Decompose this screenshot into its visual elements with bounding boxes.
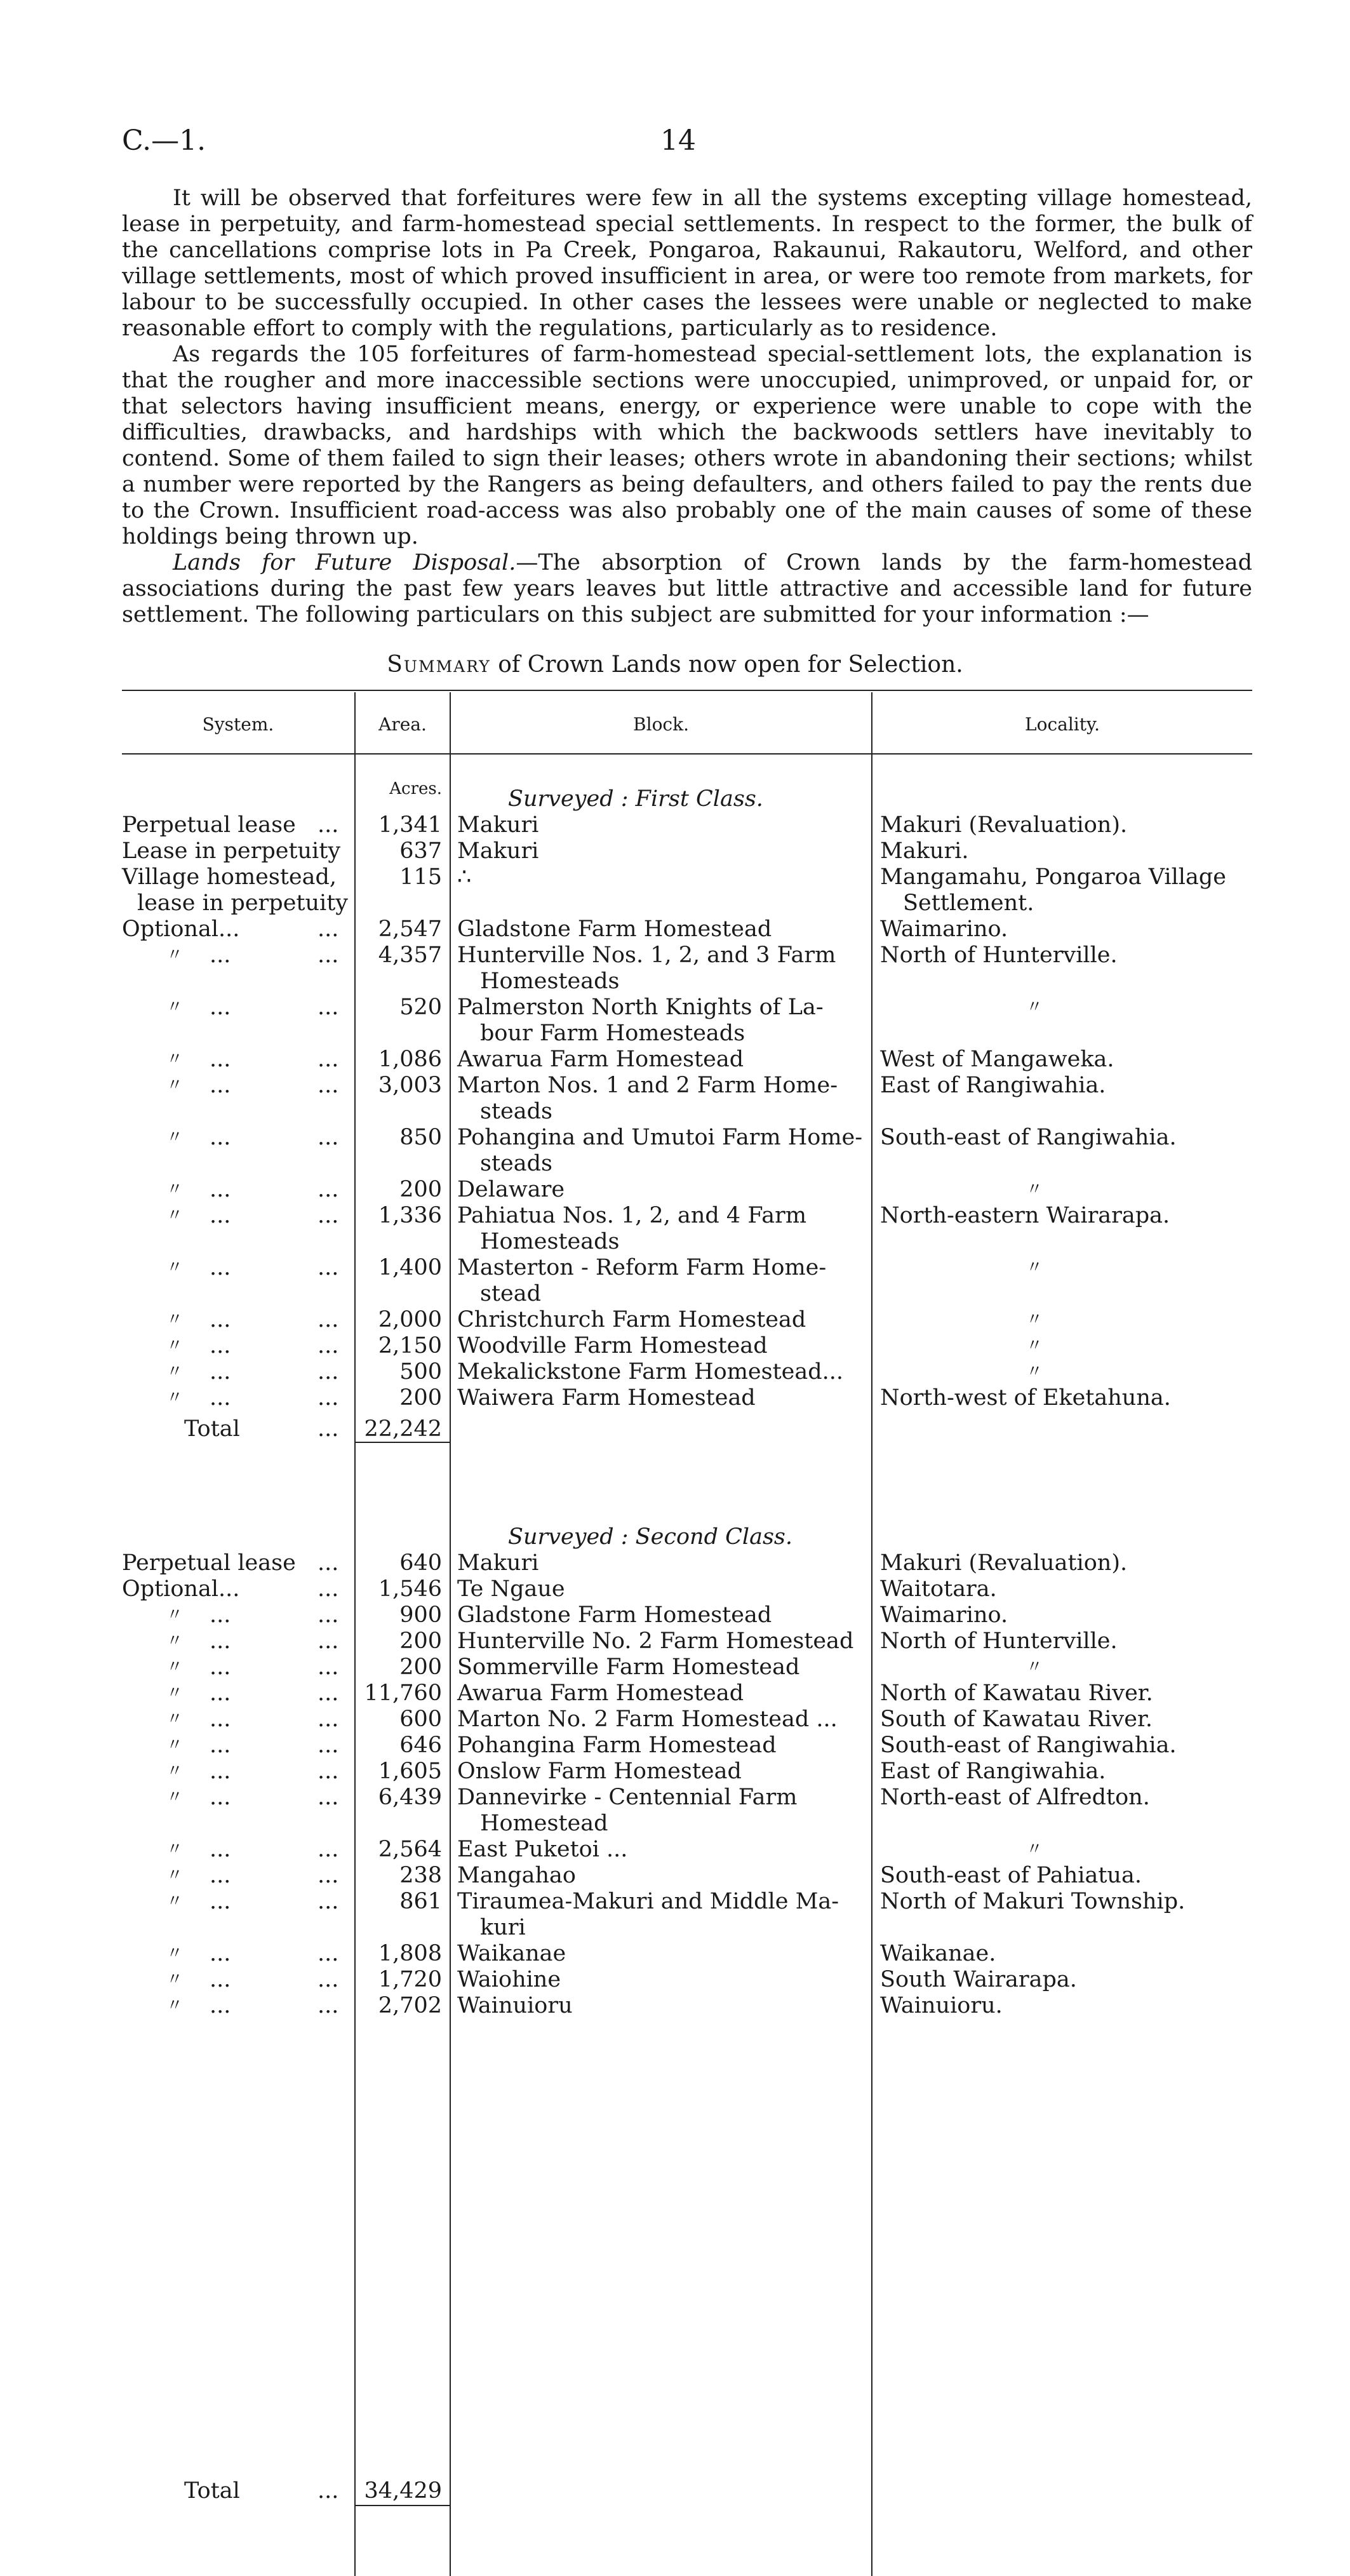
locality-cell: North-east of Alfredton. <box>880 1785 1150 1810</box>
block-cell: Marton No. 2 Farm Homestead ... <box>457 1707 838 1732</box>
ditto-mark: 〃 <box>1026 1180 1043 1199</box>
block-cell: Te Ngaue <box>457 1576 565 1602</box>
locality-cell: Mangamahu, Pongaroa Village <box>880 864 1226 890</box>
ditto-mark: 〃 <box>1026 998 1043 1017</box>
total-value: 22,242 <box>364 1416 442 1442</box>
locality-cell: South Wairarapa. <box>880 1967 1077 1992</box>
leader-dots: ... <box>210 1307 231 1332</box>
leader-dots: ... <box>210 1967 231 1992</box>
block-cell: Pohangina and Umutoi Farm Home- <box>457 1125 863 1150</box>
leader-dots: ... <box>317 1416 339 1442</box>
total-label: Total <box>184 2478 240 2504</box>
leader-dots: ... <box>317 1333 339 1358</box>
area-cell: 1,336 <box>378 1203 442 1228</box>
locality-cell: Waimarino. <box>880 916 1008 942</box>
ditto-mark: 〃 <box>1026 1336 1043 1355</box>
ditto-mark: 〃 <box>166 1788 184 1807</box>
ditto-mark: 〃 <box>166 1970 184 1989</box>
block-cell: Sommerville Farm Homestead <box>457 1654 800 1680</box>
area-cell: 200 <box>399 1628 442 1654</box>
leader-dots: ... <box>210 1863 231 1888</box>
leader-dots: ... <box>317 1255 339 1280</box>
ditto-mark: 〃 <box>166 998 184 1017</box>
header-bottom-rule <box>122 753 1252 755</box>
header-area: Area. <box>378 714 427 735</box>
table-caption <box>0 652 1350 678</box>
ditto-mark: 〃 <box>1026 1658 1043 1677</box>
ditto-mark: 〃 <box>1026 1310 1043 1329</box>
caption-rest: of Crown Lands now open for Selection. <box>498 652 963 678</box>
block-cell-cont: steads <box>480 1099 552 1124</box>
ditto-mark: 〃 <box>166 1606 184 1625</box>
ditto-mark: 〃 <box>1026 1840 1043 1859</box>
locality-cell: North of Hunterville. <box>880 943 1118 968</box>
locality-cell: South-east of Rangiwahia. <box>880 1125 1177 1150</box>
area-cell: 861 <box>399 1889 442 1914</box>
ditto-mark: 〃 <box>166 1866 184 1885</box>
leader-dots: ... <box>317 1785 339 1810</box>
block-cell: Gladstone Farm Homestead <box>457 1602 772 1628</box>
block-cell: Waiwera Farm Homestead <box>457 1385 756 1411</box>
area-cell: 600 <box>399 1707 442 1732</box>
paragraph-future-disposal <box>122 550 1252 628</box>
block-cell: Dannevirke - Centennial Farm <box>457 1785 798 1810</box>
leader-dots: ... <box>317 1576 339 1602</box>
system-cell: Village homestead, <box>122 864 337 890</box>
locality-cell: Makuri (Revaluation). <box>880 1550 1128 1576</box>
leader-dots: ... <box>317 1602 339 1628</box>
area-cell: 2,547 <box>378 916 442 942</box>
block-cell: Makuri <box>457 1550 539 1576</box>
leader-dots: ... <box>210 1125 231 1150</box>
area-cell: 850 <box>399 1125 442 1150</box>
block-cell: Marton Nos. 1 and 2 Farm Home- <box>457 1073 838 1098</box>
block-cell: Palmerston North Knights of La- <box>457 995 824 1020</box>
locality-cell: Waimarino. <box>880 1602 1008 1628</box>
ditto-mark: 〃 <box>166 1736 184 1755</box>
area-cell: 200 <box>399 1385 442 1411</box>
area-cell: 4,357 <box>378 943 442 968</box>
locality-cell: East of Rangiwahia. <box>880 1759 1106 1784</box>
caption-summary: Summary <box>387 652 491 678</box>
body-text <box>122 185 1252 628</box>
area-unit: Acres. <box>389 779 442 798</box>
ditto-mark: 〃 <box>1026 1362 1043 1381</box>
system-cell: Optional... <box>122 1576 240 1602</box>
leader-dots: ... <box>317 1707 339 1732</box>
leader-dots: ... <box>317 1047 339 1072</box>
leader-dots: ... <box>210 1941 231 1966</box>
leader-dots: ... <box>210 1993 231 2018</box>
leader-dots: ... <box>210 1073 231 1098</box>
locality-cell: Waikanae. <box>880 1941 996 1966</box>
leader-dots: ... <box>317 1889 339 1914</box>
leader-dots: ... <box>317 1550 339 1576</box>
leader-dots: ... <box>210 1359 231 1385</box>
leader-dots: ... <box>210 995 231 1020</box>
leader-dots: ... <box>317 1385 339 1411</box>
ditto-mark: 〃 <box>166 1206 184 1225</box>
area-cell: 520 <box>399 995 442 1020</box>
locality-cell: North-eastern Wairarapa. <box>880 1203 1170 1228</box>
leader-dots: ... <box>317 995 339 1020</box>
header-block: Block. <box>633 714 689 735</box>
leader-dots: ... <box>317 1863 339 1888</box>
leader-dots: ... <box>210 1733 231 1758</box>
area-cell: 500 <box>399 1359 442 1385</box>
paragraph-special-settlement: As regards the 105 forfeitures of farm-homestead special-settlement lots, the explanation is that the rougher and more inaccessible sections were unoccupied, unimproved, or unpaid for, or that selectors having insufficient means, energy, or experience were unable to cope with the difficulties, drawbacks, and hardships with which the backwoods settlers have inevitably to contend. Some of them failed to sign their leases; others wrote in abandoning their sections; whilst a number were reported by the Rangers as being defaulters, and others failed to pay the rents due to the Crown. Insufficient road-access was also probably one of the main causes of some of these holdings being thrown up. <box>122 342 1252 549</box>
ditto-mark: 〃 <box>166 1362 184 1381</box>
leader-dots: ... <box>210 1889 231 1914</box>
ditto-mark: 〃 <box>166 1840 184 1859</box>
ditto-mark: 〃 <box>166 1076 184 1095</box>
leader-dots: ... <box>317 1203 339 1228</box>
area-cell: 1,086 <box>378 1047 442 1072</box>
ditto-mark: 〃 <box>166 1310 184 1329</box>
leader-dots: ... <box>317 1307 339 1332</box>
area-cell: 2,702 <box>378 1993 442 2018</box>
system-cell-cont: lease in perpetuity <box>137 890 349 916</box>
total-label: Total <box>184 1416 240 1442</box>
area-cell: 900 <box>399 1602 442 1628</box>
block-cell-cont: Homestead <box>480 1811 608 1836</box>
ditto-mark: 〃 <box>166 1710 184 1729</box>
ditto-mark: 〃 <box>166 1180 184 1199</box>
area-cell: 646 <box>399 1733 442 1758</box>
total-rule-second <box>356 2505 450 2506</box>
leader-dots: ... <box>210 1628 231 1654</box>
leader-dots: ... <box>210 1680 231 1706</box>
area-cell: 6,439 <box>378 1785 442 1810</box>
block-cell: East Puketoi ... <box>457 1837 628 1862</box>
block-cell: Mangahao <box>457 1863 576 1888</box>
locality-cell-cont: Settlement. <box>903 890 1034 916</box>
locality-cell: North of Kawatau River. <box>880 1680 1153 1706</box>
block-cell: Hunterville Nos. 1, 2, and 3 Farm <box>457 943 836 968</box>
leader-dots: ... <box>317 812 339 838</box>
leader-dots: ... <box>210 1785 231 1810</box>
block-cell: Pahiatua Nos. 1, 2, and 4 Farm <box>457 1203 807 1228</box>
leader-dots: ... <box>210 1837 231 1862</box>
block-cell-cont: Homesteads <box>480 969 620 994</box>
block-cell: Christchurch Farm Homestead <box>457 1307 806 1332</box>
leader-dots: ... <box>317 1993 339 2018</box>
locality-cell: South-east of Pahiatua. <box>880 1863 1142 1888</box>
block-cell: Wainuioru <box>457 1993 573 2018</box>
area-cell: 1,605 <box>378 1759 442 1784</box>
area-cell: 1,720 <box>378 1967 442 1992</box>
leader-dots: ... <box>210 1255 231 1280</box>
first-class-title: Surveyed : First Class. <box>508 786 763 812</box>
block-cell: Onslow Farm Homestead <box>457 1759 742 1784</box>
leader-dots: ... <box>317 1359 339 1385</box>
leader-dots: ... <box>210 1177 231 1202</box>
leader-dots: ... <box>210 1203 231 1228</box>
paragraph-forfeitures: It will be observed that forfeitures were few in all the systems excepting village homestead, lease in perpetuity, and farm-homestead special settlements. In respect to the former, the bulk of the cancellations comprise lots in Pa Creek, Pongaroa, Rakaunui, Rakautoru, Welford, and other village settlements, most of which proved insufficient in area, or were too remote from markets, for labour to be successfully occupied. In other cases the lessees were unable or neglected to make reasonable effort to comply with the regulations, particularly as to residence. <box>122 185 1252 341</box>
leader-dots: ... <box>210 1707 231 1732</box>
ditto-mark: 〃 <box>166 946 184 965</box>
block-cell: Waikanae <box>457 1941 566 1966</box>
block-cell: Makuri <box>457 812 539 838</box>
area-cell: 200 <box>399 1177 442 1202</box>
block-cell-cont: Homesteads <box>480 1229 620 1254</box>
leader-dots: ... <box>210 1654 231 1680</box>
ditto-mark: 〃 <box>166 1944 184 1963</box>
area-cell: 637 <box>399 838 442 864</box>
locality-cell: South-east of Rangiwahia. <box>880 1733 1177 1758</box>
page-number: 14 <box>660 124 696 157</box>
block-cell: Masterton - Reform Farm Home- <box>457 1255 827 1280</box>
block-cell: Tiraumea-Makuri and Middle Ma- <box>457 1889 839 1914</box>
leader-dots: ... <box>317 2478 339 2504</box>
ditto-mark: 〃 <box>166 1762 184 1781</box>
area-cell: 238 <box>399 1863 442 1888</box>
locality-cell: West of Mangaweka. <box>880 1047 1114 1072</box>
area-cell: 3,003 <box>378 1073 442 1098</box>
leader-dots: ... <box>317 1941 339 1966</box>
area-cell: 1,546 <box>378 1576 442 1602</box>
area-cell: 11,760 <box>364 1680 442 1706</box>
locality-cell: East of Rangiwahia. <box>880 1073 1106 1098</box>
leader-dots: ... <box>317 943 339 968</box>
column-divider-block <box>871 692 872 2576</box>
leader-dots: ... <box>317 1837 339 1862</box>
leader-dots: ... <box>317 1628 339 1654</box>
block-cell: Mekalickstone Farm Homestead... <box>457 1359 844 1385</box>
ditto-mark: 〃 <box>166 1336 184 1355</box>
area-cell: 1,400 <box>378 1255 442 1280</box>
ditto-mark: 〃 <box>166 1996 184 2015</box>
leader-dots: ... <box>317 916 339 942</box>
block-cell: ∴ <box>457 864 472 890</box>
area-cell: 2,564 <box>378 1837 442 1862</box>
leader-dots: ... <box>210 1602 231 1628</box>
ditto-mark: 〃 <box>166 1892 184 1911</box>
block-cell-cont: steads <box>480 1151 552 1176</box>
area-cell: 2,150 <box>378 1333 442 1358</box>
leader-dots: ... <box>317 1680 339 1706</box>
locality-cell: South of Kawatau River. <box>880 1707 1153 1732</box>
total-value: 34,429 <box>364 2478 442 2504</box>
leader-dots: ... <box>317 1759 339 1784</box>
block-cell: Gladstone Farm Homestead <box>457 916 772 942</box>
ditto-mark: 〃 <box>1026 1258 1043 1277</box>
ditto-mark: 〃 <box>166 1050 184 1069</box>
system-cell: Optional... <box>122 916 240 942</box>
block-cell: Awarua Farm Homestead <box>457 1047 744 1072</box>
leader-dots: ... <box>317 1125 339 1150</box>
block-cell: Makuri <box>457 838 539 864</box>
locality-cell: North of Makuri Township. <box>880 1889 1186 1914</box>
header-locality: Locality. <box>1025 714 1100 735</box>
block-cell-cont: kuri <box>480 1915 526 1940</box>
header-system: System. <box>202 714 274 735</box>
area-cell: 1,808 <box>378 1941 442 1966</box>
block-cell: Delaware <box>457 1177 565 1202</box>
area-cell: 1,341 <box>378 812 442 838</box>
page-reference: C.—1. <box>122 124 206 157</box>
system-cell: Perpetual lease <box>122 812 296 838</box>
leader-dots: ... <box>317 1177 339 1202</box>
locality-cell: Makuri. <box>880 838 969 864</box>
area-cell: 115 <box>399 864 442 890</box>
ditto-mark: 〃 <box>166 1128 184 1147</box>
leader-dots: ... <box>317 1967 339 1992</box>
ditto-mark: 〃 <box>166 1258 184 1277</box>
locality-cell: Makuri (Revaluation). <box>880 812 1128 838</box>
leader-dots: ... <box>210 1385 231 1411</box>
second-class-title: Surveyed : Second Class. <box>508 1524 792 1550</box>
locality-cell: North of Hunterville. <box>880 1628 1118 1654</box>
future-disposal-text: —The absorption of Crown lands by the farm-homestead associations during the past few years leaves but little attractive and accessible land for future settlement. The following particulars on this subject are submitted for your information :— <box>122 550 1252 627</box>
block-cell: Pohangina Farm Homestead <box>457 1733 777 1758</box>
system-cell: Perpetual lease <box>122 1550 296 1576</box>
ditto-mark: 〃 <box>166 1632 184 1651</box>
leader-dots: ... <box>317 1073 339 1098</box>
block-cell-cont: stead <box>480 1281 542 1306</box>
block-cell: Awarua Farm Homestead <box>457 1680 744 1706</box>
area-cell: 200 <box>399 1654 442 1680</box>
locality-cell: Waitotara. <box>880 1576 997 1602</box>
leader-dots: ... <box>317 1733 339 1758</box>
system-cell: Lease in perpetuity <box>122 838 341 864</box>
leader-dots: ... <box>210 1047 231 1072</box>
leader-dots: ... <box>210 943 231 968</box>
leader-dots: ... <box>317 1654 339 1680</box>
locality-cell: North-west of Eketahuna. <box>880 1385 1171 1411</box>
block-cell: Waiohine <box>457 1967 561 1992</box>
ditto-mark: 〃 <box>166 1388 184 1407</box>
leader-dots: ... <box>210 1759 231 1784</box>
block-cell-cont: bour Farm Homesteads <box>480 1021 745 1046</box>
future-disposal-heading: Lands for Future Disposal. <box>173 550 516 575</box>
locality-cell: Wainuioru. <box>880 1993 1003 2018</box>
area-cell: 2,000 <box>378 1307 442 1332</box>
leader-dots: ... <box>210 1333 231 1358</box>
block-cell: Hunterville No. 2 Farm Homestead <box>457 1628 854 1654</box>
ditto-mark: 〃 <box>166 1684 184 1703</box>
column-divider-area <box>450 692 451 2576</box>
block-cell: Woodville Farm Homestead <box>457 1333 768 1358</box>
ditto-mark: 〃 <box>166 1658 184 1677</box>
area-cell: 640 <box>399 1550 442 1576</box>
table-top-rule <box>122 690 1252 691</box>
